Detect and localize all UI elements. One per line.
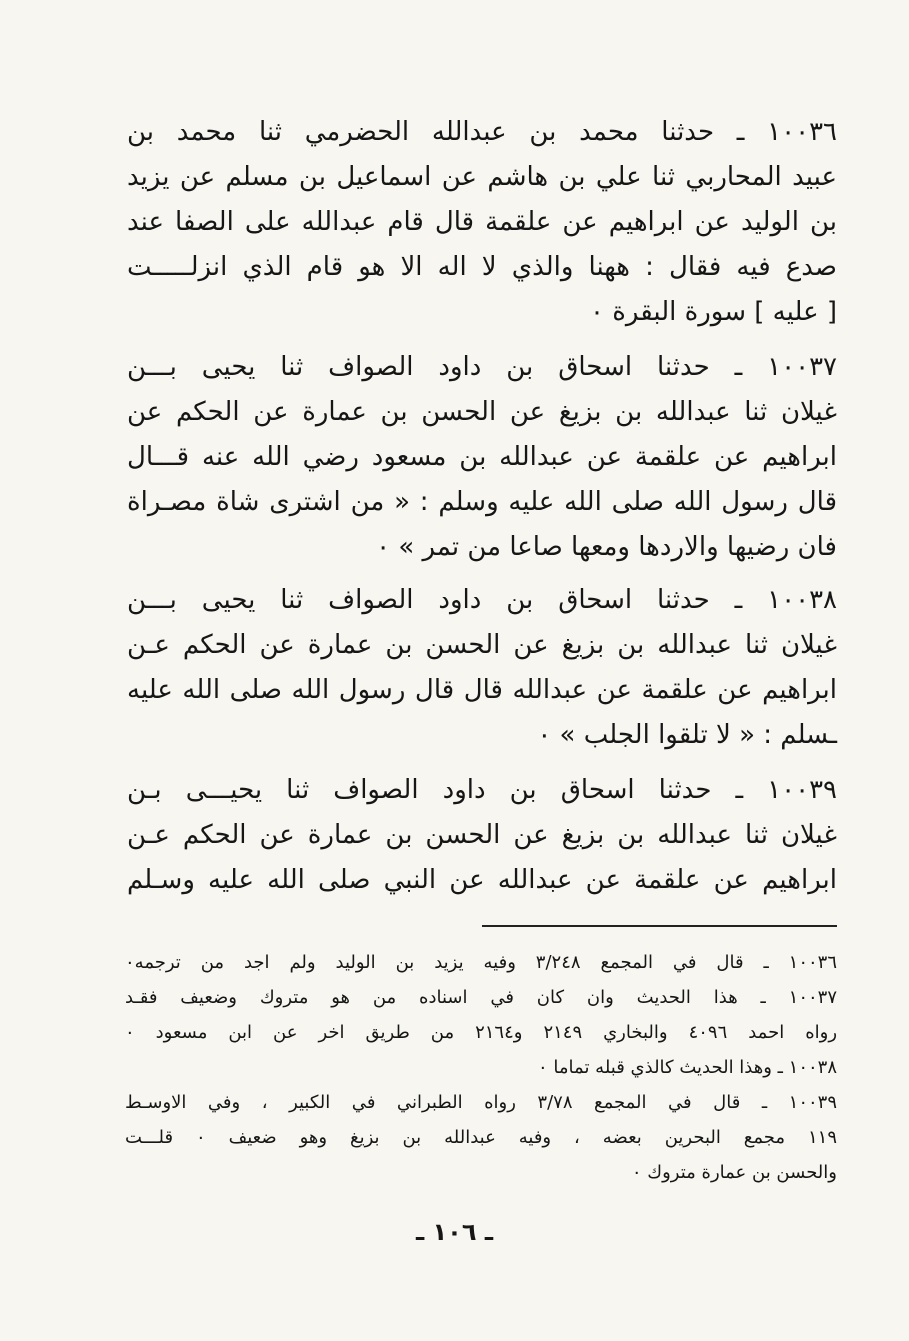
hadith-line: ١٠٠٣٦ ـ حدثنا محمد بن عبدالله الحضرمي ثنا محمد بن [127, 117, 837, 147]
hadith-10038 [127, 578, 837, 758]
hadith-line: بن الوليد عن ابراهيم عن علقمة قال قام عبدالله على الصفا عند [127, 207, 837, 237]
footnote-line: ١٠٠٣٩ ـ قال في المجمع ٣/٧٨ رواه الطبراني في الكبير ، وفي الاوسـط [125, 1092, 837, 1113]
hadith-line: غيلان ثنا عبدالله بن بزيغ عن الحسن بن عمارة عن الحكم عـن [127, 630, 837, 660]
hadith-line: صدع فيه فقال : ههنا والذي لا اله الا هو قام الذي انزلـــــت [127, 252, 837, 282]
footnote-line: ١١٩ مجمع البحرين بعضه ، وفيه عبدالله بن بزيغ وهو ضعيف ٠ قلـــت [125, 1127, 838, 1148]
hadith-line: غيلان ثنا عبدالله بن بزيغ عن الحسن بن عمارة عن الحكم عـن [127, 820, 837, 850]
page-number: ـ ١٠٦ ـ [415, 1218, 494, 1246]
hadith-line: قال رسول الله صلى الله عليه وسلم : « من اشترى شاة مصـراة [127, 487, 837, 517]
hadith-line: ١٠٠٣٩ ـ حدثنا اسحاق بن داود الصواف ثنا يحيـــى بـن [127, 775, 837, 805]
footnotes [125, 945, 837, 1190]
hadith-line: ١٠٠٣٨ ـ حدثنا اسحاق بن داود الصواف ثنا يحيى بـــن [127, 585, 837, 615]
hadith-line: [ عليه ] سورة البقرة ٠ [590, 297, 837, 327]
hadith-10037 [127, 345, 837, 570]
footnote-line: ١٠٠٣٨ ـ وهذا الحديث كالذي قبله تماما ٠ [538, 1057, 837, 1078]
hadith-line: ابراهيم عن علقمة عن عبدالله قال قال رسول الله صلى الله عليه [127, 675, 837, 705]
hadith-line: عبيد المحاربي ثنا علي بن هاشم عن اسماعيل بن مسلم عن يزيد [127, 162, 837, 192]
hadith-line: ١٠٠٣٧ ـ حدثنا اسحاق بن داود الصواف ثنا يحيى بـــن [127, 352, 837, 382]
hadith-10036 [127, 110, 837, 335]
footnote-divider [482, 925, 837, 927]
hadith-line: ابراهيم عن علقمة عن عبدالله عن النبي صلى الله عليه وسـلم [127, 865, 837, 895]
hadith-line: ـسلم : « لا تلقوا الجلب » ٠ [537, 720, 837, 750]
hadith-line: فان رضيها والاردها ومعها صاعا من تمر » ٠ [376, 532, 837, 562]
footnote-line: ١٠٠٣٦ ـ قال في المجمع ٣/٢٤٨ وفيه يزيد بن الوليد ولم اجد من ترجمه٠ [125, 952, 837, 973]
hadith-line: غيلان ثنا عبدالله بن بزيغ عن الحسن بن عمارة عن الحكم عن [127, 397, 837, 427]
footnote-line: رواه احمد ٤٠٩٦ والبخاري ٢١٤٩ و٢١٦٤ من طريق اخر عن ابن مسعود ٠ [125, 1022, 838, 1043]
footnote-line: والحسن بن عمارة متروك ٠ [631, 1162, 837, 1183]
footnote-line: ١٠٠٣٧ ـ هذا الحديث وان كان في اسناده من هو متروك وضعيف فقـد [125, 987, 837, 1008]
hadith-line: ابراهيم عن علقمة عن عبدالله بن مسعود رضي الله عنه قـــال [127, 442, 837, 472]
hadith-10039 [127, 768, 837, 903]
